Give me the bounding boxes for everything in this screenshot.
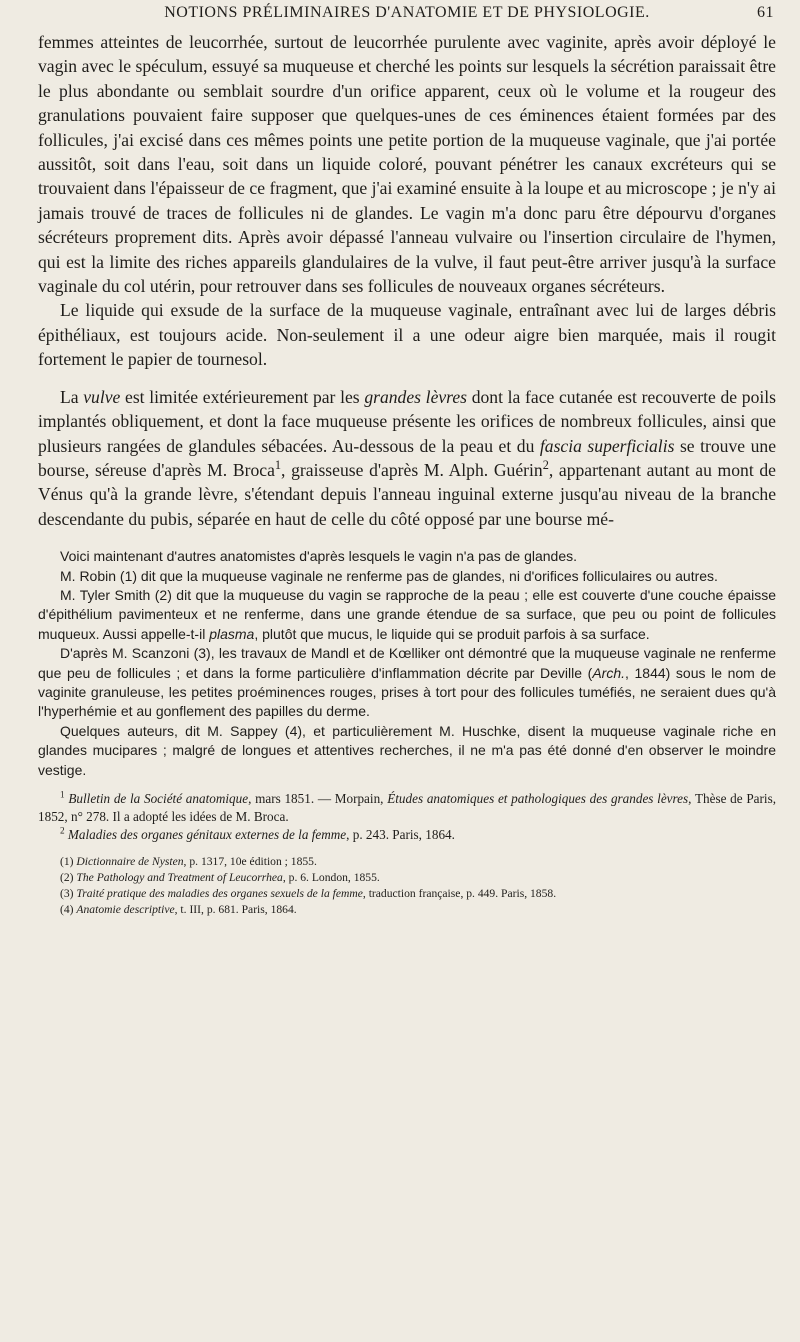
reference-4: (4) Anatomie descriptive, t. III, p. 681. Paris, 1864. [60,903,297,916]
footnote-2: $^2$ Maladies des organes génitaux externes de la femme, p. 243. Paris, 1864. [60,825,455,842]
footnotes [38,790,776,844]
paragraph-2: Le liquide qui exsude de la surface de la muqueuse vaginale, entraînant avec lui de larges débris épithéliaux, est toujours acide. Non-seulement il a une odeur aigre bien marquée, mais il rougit fortement le papier de tournesol. [38,300,776,370]
footnote-1: $^1$ Bulletin de la Société anatomique, mars 1851. — Morpain, Études anatomiques et pathologiques des grandes lèvres, Thèse de Paris, 1852, n° 278. Il a adopté les idées de M. Broca. [38,789,776,824]
page-number: 61 [757,4,774,21]
running-head-title: NOTIONS PRÉLIMINAIRES D'ANATOMIE ET DE PHYSIOLOGIE. [164,4,650,21]
footnote-marker-1: 1 [274,458,282,473]
note-paragraph: Voici maintenant d'autres anatomistes d'après lesquels le vagin n'a pas de glandes. [60,548,578,565]
footnote-marker-2: 2 [542,458,549,473]
running-head [38,0,776,30]
note-paragraph: M. Robin (1) dit que la muqueuse vaginale ne renferme pas de glandes, ni d'orifices folliculaires ou autres. [60,567,718,584]
paragraph-1: femmes atteintes de leucorrhée, surtout de leucorrhée purulente avec vaginite, après avoir déployé le vagin avec le spéculum, essuyé sa muqueuse et cherché les points sur lesquels la sécrétion paraissait être le plus abondante ou semblait sourdre d'un orifice apparent, ceux où le volume et la rougeur des granulations pouvaient faire supposer que quelques-unes de ces éminences étaient formées par des follicules, j'ai excisé dans ces mêmes points une petite portion de la muqueuse vaginale, que j'ai portée aussitôt, soit dans l'eau, soit dans un liquide coloré, pouvant pénétrer les canaux excréteurs qui se trouvaient dans l'épaisseur de ce fragment, que j'ai examiné ensuite à la loupe et au microscope ; je n'y ai jamais trouvé de traces de follicules ni de glandes. Le vagin m'a donc paru être dépourvu d'organes sécréteurs proprement dits. Après avoir dépassé l'anneau vulvaire ou l'insertion circulaire de l'hymen, qui est la limite des riches appareils glandulaires de la vulve, il faut peut-être arriver jusqu'à la surface vaginale du col utérin, pour retrouver dans ses follicules de nouveaux organes sécréteurs. [38,32,776,297]
note-block [38,547,776,780]
reference-1: (1) Dictionnaire de Nysten, p. 1317, 10e édition ; 1855. [60,855,317,868]
reference-2: (2) The Pathology and Treatment of Leucorrhea, p. 6. London, 1855. [60,871,380,884]
note-paragraph: Quelques auteurs, dit M. Sappey (4), et particulièrement M. Huschke, disent la muqueuse vaginale riche en glandes mucipares ; malgré de longues et attentives recherches, il ne m'a pas été donné d'en observer le moindre vestige. [38,722,776,778]
reference-3: (3) Traité pratique des maladies des organes sexuels de la femme, traduction française, p. 449. Paris, 1858. [60,887,557,900]
references [38,854,776,918]
note-paragraph: D'après M. Scanzoni (3), les travaux de Mandl et de Kœlliker ont démontré que la muqueuse vaginale ne renferme que peu de follicules ; et dans la forme particulière d'inflammation décrite par Deville (Arch., 1844) sous le nom de vaginite granuleuse, les petites proéminences rouges, prises à tort pour des follicules tuméfiés, ne seraient dues qu'à l'hyperhémie et au gonflement des papilles du derme. [38,645,777,720]
note-paragraph: M. Tyler Smith (2) dit que la muqueuse du vagin se rapproche de la peau ; elle est couverte d'une couche épaisse d'épithélium pavimenteux et ne renferme, dans une grande étendue de sa surface, que peu ou point de follicules muqueux. Aussi appelle-t-il plasma, plutôt que mucus, le liquide qui se produit parfois à sa surface. [38,586,776,642]
paragraph-3: La vulve est limitée extérieurement par les grandes lèvres dont la face cutanée est recouverte de poils implantés obliquement, et dont la face muqueuse présente les orifices de nombreux follicules, ainsi que plusieurs rangées de glandules sébacées. Au-dessous de la peau et du fascia superficialis se trouve une bourse, séreuse d'après M. Broca$^1$, graisseuse d'après M. Alph. Guérin$^2$, appartenant autant au mont de Vénus qu'à la grande lèvre, s'étendant depuis l'anneau inguinal externe jusqu'au niveau de la branche descendante du pubis, séparée en haut de celle du côté opposé par une bourse mé- [38,386,777,529]
main-text [38,30,776,531]
